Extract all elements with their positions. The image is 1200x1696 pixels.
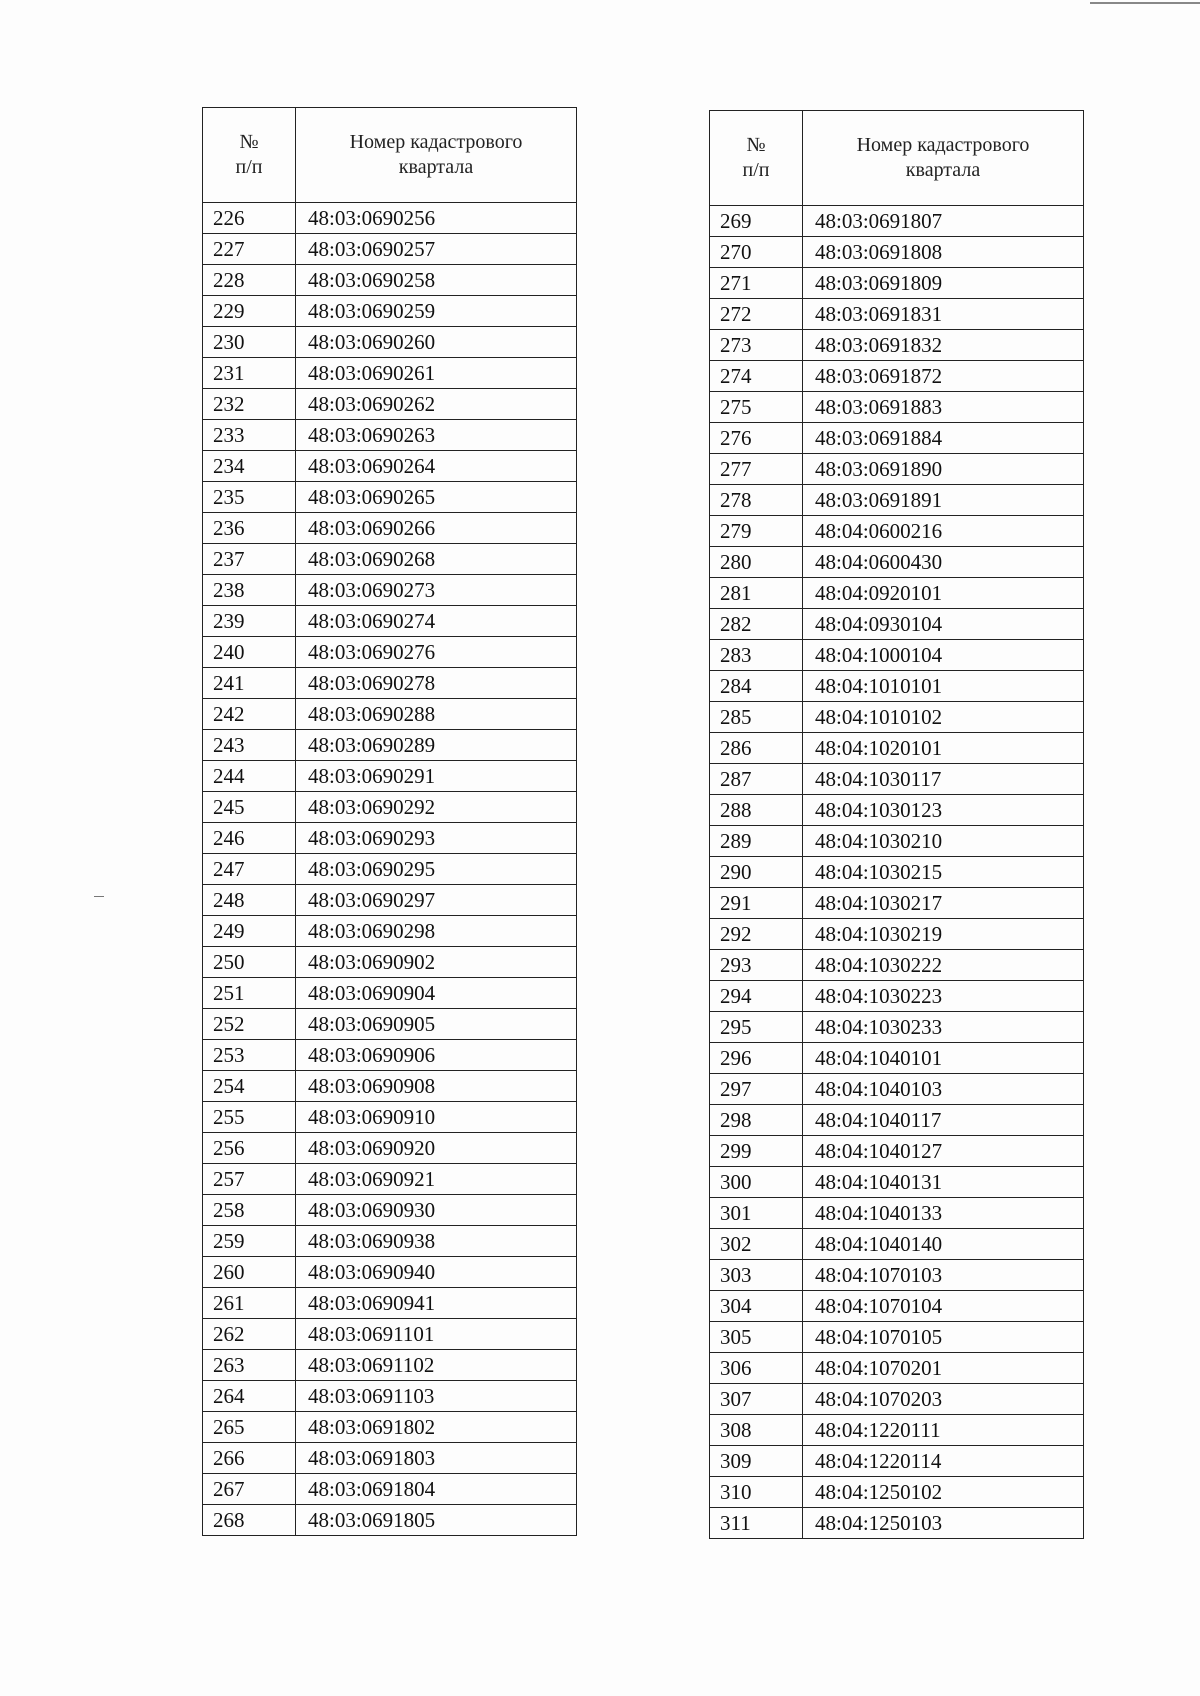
cadastral-number: 48:03:0690930 [296, 1195, 577, 1226]
cadastral-number: 48:03:0690906 [296, 1040, 577, 1071]
table-row [203, 1443, 577, 1474]
table-row [710, 1508, 1084, 1539]
cadastral-number: 48:04:0600216 [803, 516, 1084, 547]
cadastral-number: 48:03:0690289 [296, 730, 577, 761]
table-row [203, 358, 577, 389]
row-number: 243 [203, 730, 296, 761]
cadastral-number: 48:03:0690268 [296, 544, 577, 575]
row-number: 286 [710, 733, 803, 764]
table-row [710, 1291, 1084, 1322]
cadastral-number: 48:04:1040127 [803, 1136, 1084, 1167]
row-number: 258 [203, 1195, 296, 1226]
cadastral-number: 48:04:1030222 [803, 950, 1084, 981]
row-number: 262 [203, 1319, 296, 1350]
row-number: 309 [710, 1446, 803, 1477]
row-number: 304 [710, 1291, 803, 1322]
table-row [710, 454, 1084, 485]
cadastral-number: 48:04:1040103 [803, 1074, 1084, 1105]
table-row [203, 265, 577, 296]
cadastral-number: 48:04:1010101 [803, 671, 1084, 702]
table-row [203, 1164, 577, 1195]
row-number: 279 [710, 516, 803, 547]
cadastral-number: 48:04:0920101 [803, 578, 1084, 609]
cadastral-number: 48:03:0690262 [296, 389, 577, 420]
row-number: 231 [203, 358, 296, 389]
cadastral-number: 48:04:1070103 [803, 1260, 1084, 1291]
row-number: 240 [203, 637, 296, 668]
cadastral-number: 48:03:0691884 [803, 423, 1084, 454]
table-row [710, 981, 1084, 1012]
cadastral-number: 48:03:0691809 [803, 268, 1084, 299]
table-row [203, 451, 577, 482]
cadastral-number: 48:03:0690261 [296, 358, 577, 389]
table-row [203, 482, 577, 513]
cadastral-number: 48:04:1250102 [803, 1477, 1084, 1508]
cadastral-number: 48:04:1070105 [803, 1322, 1084, 1353]
header-cadastral-line1: Номер кадастрового [856, 134, 1030, 156]
cadastral-number: 48:03:0690263 [296, 420, 577, 451]
row-number: 281 [710, 578, 803, 609]
cadastral-number: 48:04:1030117 [803, 764, 1084, 795]
row-number: 255 [203, 1102, 296, 1133]
row-number: 266 [203, 1443, 296, 1474]
table-row [203, 1071, 577, 1102]
row-number: 236 [203, 513, 296, 544]
table-row [203, 854, 577, 885]
table-row [710, 857, 1084, 888]
cadastral-number: 48:03:0691103 [296, 1381, 577, 1412]
table-row [710, 733, 1084, 764]
row-number: 233 [203, 420, 296, 451]
cadastral-number: 48:03:0691803 [296, 1443, 577, 1474]
table-row [203, 1257, 577, 1288]
cadastral-number: 48:04:1030123 [803, 795, 1084, 826]
table-row [710, 299, 1084, 330]
row-number: 249 [203, 916, 296, 947]
cadastral-number: 48:04:1030219 [803, 919, 1084, 950]
table-body-right [710, 206, 1084, 1539]
header-number-abbrev: п/п [235, 156, 263, 178]
table-row [203, 234, 577, 265]
row-number: 251 [203, 978, 296, 1009]
cadastral-number: 48:03:0690259 [296, 296, 577, 327]
table-row [710, 1167, 1084, 1198]
table-row [710, 330, 1084, 361]
row-number: 273 [710, 330, 803, 361]
cadastral-number: 48:03:0690293 [296, 823, 577, 854]
table-row [203, 575, 577, 606]
cadastral-number: 48:04:1250103 [803, 1508, 1084, 1539]
table-row [710, 671, 1084, 702]
cadastral-number: 48:04:0930104 [803, 609, 1084, 640]
cadastral-table-right [709, 110, 1084, 1539]
row-number: 295 [710, 1012, 803, 1043]
table-header-row [203, 108, 577, 203]
cadastral-number: 48:03:0690257 [296, 234, 577, 265]
row-number: 261 [203, 1288, 296, 1319]
row-number: 268 [203, 1505, 296, 1536]
row-number: 283 [710, 640, 803, 671]
row-number: 277 [710, 454, 803, 485]
row-number: 269 [710, 206, 803, 237]
row-number: 248 [203, 885, 296, 916]
table-row [203, 327, 577, 358]
row-number: 235 [203, 482, 296, 513]
cadastral-number: 48:03:0690920 [296, 1133, 577, 1164]
row-number: 259 [203, 1226, 296, 1257]
row-number: 296 [710, 1043, 803, 1074]
cadastral-number: 48:04:1070104 [803, 1291, 1084, 1322]
table-row [203, 1009, 577, 1040]
cadastral-number: 48:03:0690902 [296, 947, 577, 978]
cadastral-number: 48:03:0691832 [803, 330, 1084, 361]
table-row [710, 206, 1084, 237]
row-number: 256 [203, 1133, 296, 1164]
table-row [203, 823, 577, 854]
row-number: 272 [710, 299, 803, 330]
table-row [203, 916, 577, 947]
cadastral-number: 48:03:0691890 [803, 454, 1084, 485]
cadastral-number: 48:03:0691831 [803, 299, 1084, 330]
table-row [710, 919, 1084, 950]
cadastral-number: 48:03:0690258 [296, 265, 577, 296]
row-number: 301 [710, 1198, 803, 1229]
cadastral-number: 48:03:0690292 [296, 792, 577, 823]
row-number: 297 [710, 1074, 803, 1105]
row-number: 303 [710, 1260, 803, 1291]
row-number: 239 [203, 606, 296, 637]
table-header-row [710, 111, 1084, 206]
table-row [203, 606, 577, 637]
row-number: 230 [203, 327, 296, 358]
row-number: 305 [710, 1322, 803, 1353]
row-number: 282 [710, 609, 803, 640]
row-number: 229 [203, 296, 296, 327]
cadastral-number: 48:04:1040117 [803, 1105, 1084, 1136]
table-body-left [203, 203, 577, 1536]
row-number: 287 [710, 764, 803, 795]
table-row [203, 1102, 577, 1133]
cadastral-number: 48:03:0691802 [296, 1412, 577, 1443]
table-row [203, 420, 577, 451]
cadastral-number: 48:04:1030223 [803, 981, 1084, 1012]
row-number: 275 [710, 392, 803, 423]
row-number: 264 [203, 1381, 296, 1412]
table-row [203, 1288, 577, 1319]
row-number: 245 [203, 792, 296, 823]
table-row [710, 547, 1084, 578]
table-row [710, 888, 1084, 919]
cadastral-number: 48:03:0690908 [296, 1071, 577, 1102]
row-number: 289 [710, 826, 803, 857]
row-number: 267 [203, 1474, 296, 1505]
table-row [203, 1040, 577, 1071]
table-row [203, 885, 577, 916]
table-row [710, 361, 1084, 392]
cadastral-number: 48:04:1000104 [803, 640, 1084, 671]
cadastral-number: 48:03:0690910 [296, 1102, 577, 1133]
cadastral-number: 48:04:1010102 [803, 702, 1084, 733]
header-number-symbol: № [239, 131, 259, 153]
cadastral-number: 48:03:0690291 [296, 761, 577, 792]
row-number: 302 [710, 1229, 803, 1260]
cadastral-number: 48:04:1030215 [803, 857, 1084, 888]
table-row [203, 1412, 577, 1443]
row-number: 263 [203, 1350, 296, 1381]
table-row [710, 1105, 1084, 1136]
row-number: 300 [710, 1167, 803, 1198]
table-row [203, 1133, 577, 1164]
row-number: 250 [203, 947, 296, 978]
table-row [710, 826, 1084, 857]
row-number: 247 [203, 854, 296, 885]
table-row [203, 637, 577, 668]
table-row [710, 609, 1084, 640]
row-number: 228 [203, 265, 296, 296]
table-row [710, 764, 1084, 795]
table-row [710, 423, 1084, 454]
table-row [710, 1198, 1084, 1229]
row-number: 285 [710, 702, 803, 733]
header-number-symbol: № [746, 134, 766, 156]
table-row [203, 1350, 577, 1381]
row-number: 270 [710, 237, 803, 268]
table-row [710, 1260, 1084, 1291]
table-row [710, 795, 1084, 826]
table-row [203, 1226, 577, 1257]
table-row [710, 1322, 1084, 1353]
table-row [203, 761, 577, 792]
row-number: 226 [203, 203, 296, 234]
row-number: 278 [710, 485, 803, 516]
cadastral-number: 48:03:0691101 [296, 1319, 577, 1350]
row-number: 298 [710, 1105, 803, 1136]
cadastral-number: 48:04:1070201 [803, 1353, 1084, 1384]
row-number: 276 [710, 423, 803, 454]
cadastral-number: 48:03:0691808 [803, 237, 1084, 268]
row-number: 238 [203, 575, 296, 606]
cadastral-number: 48:03:0690938 [296, 1226, 577, 1257]
cadastral-number: 48:03:0691872 [803, 361, 1084, 392]
table-row [203, 792, 577, 823]
scan-artifact-line [1090, 2, 1200, 4]
cadastral-number: 48:04:0600430 [803, 547, 1084, 578]
table-row [710, 1012, 1084, 1043]
header-cadastral-line2: квартала [905, 159, 981, 181]
table-row [710, 1043, 1084, 1074]
cadastral-number: 48:03:0690298 [296, 916, 577, 947]
table-row [710, 1446, 1084, 1477]
row-number: 271 [710, 268, 803, 299]
row-number: 227 [203, 234, 296, 265]
table-row [710, 1136, 1084, 1167]
table-row [710, 1074, 1084, 1105]
table-row [203, 978, 577, 1009]
table-row [203, 668, 577, 699]
table-row [710, 1229, 1084, 1260]
cadastral-number: 48:04:1020101 [803, 733, 1084, 764]
row-number: 280 [710, 547, 803, 578]
header-number-column [710, 111, 803, 206]
table-row [710, 578, 1084, 609]
cadastral-table-left [202, 107, 577, 1536]
table-row [203, 1505, 577, 1536]
row-number: 310 [710, 1477, 803, 1508]
row-number: 274 [710, 361, 803, 392]
cadastral-number: 48:03:0690921 [296, 1164, 577, 1195]
cadastral-number: 48:03:0690905 [296, 1009, 577, 1040]
header-number-abbrev: п/п [742, 159, 770, 181]
cadastral-number: 48:03:0691807 [803, 206, 1084, 237]
cadastral-number: 48:03:0690276 [296, 637, 577, 668]
table-row [710, 640, 1084, 671]
cadastral-number: 48:03:0690264 [296, 451, 577, 482]
cadastral-number: 48:03:0690256 [296, 203, 577, 234]
row-number: 294 [710, 981, 803, 1012]
table-row [710, 702, 1084, 733]
cadastral-number: 48:03:0690904 [296, 978, 577, 1009]
cadastral-number: 48:03:0690265 [296, 482, 577, 513]
row-number: 252 [203, 1009, 296, 1040]
table-row [203, 203, 577, 234]
table-row [203, 1381, 577, 1412]
table-row [203, 1474, 577, 1505]
header-cadastral-line2: квартала [398, 156, 474, 178]
cadastral-number: 48:03:0690278 [296, 668, 577, 699]
table-row [710, 485, 1084, 516]
table-row [203, 1195, 577, 1226]
row-number: 292 [710, 919, 803, 950]
table-row [710, 516, 1084, 547]
cadastral-number: 48:04:1030233 [803, 1012, 1084, 1043]
cadastral-number: 48:03:0691805 [296, 1505, 577, 1536]
table-row [203, 730, 577, 761]
row-number: 291 [710, 888, 803, 919]
table-row [710, 1477, 1084, 1508]
header-cadastral-line1: Номер кадастрового [349, 131, 523, 153]
cadastral-number: 48:04:1220114 [803, 1446, 1084, 1477]
row-number: 265 [203, 1412, 296, 1443]
cadastral-number: 48:03:0691883 [803, 392, 1084, 423]
table-row [203, 389, 577, 420]
row-number: 308 [710, 1415, 803, 1446]
cadastral-number: 48:04:1030217 [803, 888, 1084, 919]
cadastral-number: 48:03:0690295 [296, 854, 577, 885]
row-number: 307 [710, 1384, 803, 1415]
cadastral-number: 48:04:1030210 [803, 826, 1084, 857]
row-number: 254 [203, 1071, 296, 1102]
row-number: 284 [710, 671, 803, 702]
table-row [710, 1384, 1084, 1415]
row-number: 244 [203, 761, 296, 792]
row-number: 260 [203, 1257, 296, 1288]
cadastral-number: 48:03:0690940 [296, 1257, 577, 1288]
table-row [710, 268, 1084, 299]
row-number: 290 [710, 857, 803, 888]
cadastral-number: 48:03:0691102 [296, 1350, 577, 1381]
cadastral-number: 48:04:1040101 [803, 1043, 1084, 1074]
cadastral-number: 48:04:1070203 [803, 1384, 1084, 1415]
row-number: 241 [203, 668, 296, 699]
table-row [203, 699, 577, 730]
cadastral-number: 48:04:1040140 [803, 1229, 1084, 1260]
row-number: 253 [203, 1040, 296, 1071]
row-number: 246 [203, 823, 296, 854]
cadastral-number: 48:04:1040131 [803, 1167, 1084, 1198]
cadastral-number: 48:03:0690274 [296, 606, 577, 637]
table-row [710, 237, 1084, 268]
table-row [203, 513, 577, 544]
table-row [710, 1415, 1084, 1446]
row-number: 288 [710, 795, 803, 826]
row-number: 293 [710, 950, 803, 981]
cadastral-number: 48:04:1040133 [803, 1198, 1084, 1229]
cadastral-number: 48:03:0690941 [296, 1288, 577, 1319]
table-row [710, 392, 1084, 423]
row-number: 257 [203, 1164, 296, 1195]
row-number: 232 [203, 389, 296, 420]
row-number: 299 [710, 1136, 803, 1167]
cadastral-number: 48:03:0690288 [296, 699, 577, 730]
table-row [710, 950, 1084, 981]
header-cadastral-column [803, 111, 1084, 206]
cadastral-number: 48:03:0691891 [803, 485, 1084, 516]
cadastral-number: 48:03:0691804 [296, 1474, 577, 1505]
table-row [710, 1353, 1084, 1384]
row-number: 242 [203, 699, 296, 730]
cadastral-number: 48:03:0690266 [296, 513, 577, 544]
cadastral-number: 48:03:0690297 [296, 885, 577, 916]
row-number: 306 [710, 1353, 803, 1384]
cadastral-number: 48:03:0690260 [296, 327, 577, 358]
header-cadastral-column [296, 108, 577, 203]
table-row [203, 544, 577, 575]
row-number: 311 [710, 1508, 803, 1539]
table-row [203, 947, 577, 978]
table-row [203, 1319, 577, 1350]
row-number: 234 [203, 451, 296, 482]
scan-artifact-mark [94, 896, 104, 897]
row-number: 237 [203, 544, 296, 575]
cadastral-number: 48:04:1220111 [803, 1415, 1084, 1446]
cadastral-number: 48:03:0690273 [296, 575, 577, 606]
header-number-column [203, 108, 296, 203]
table-row [203, 296, 577, 327]
